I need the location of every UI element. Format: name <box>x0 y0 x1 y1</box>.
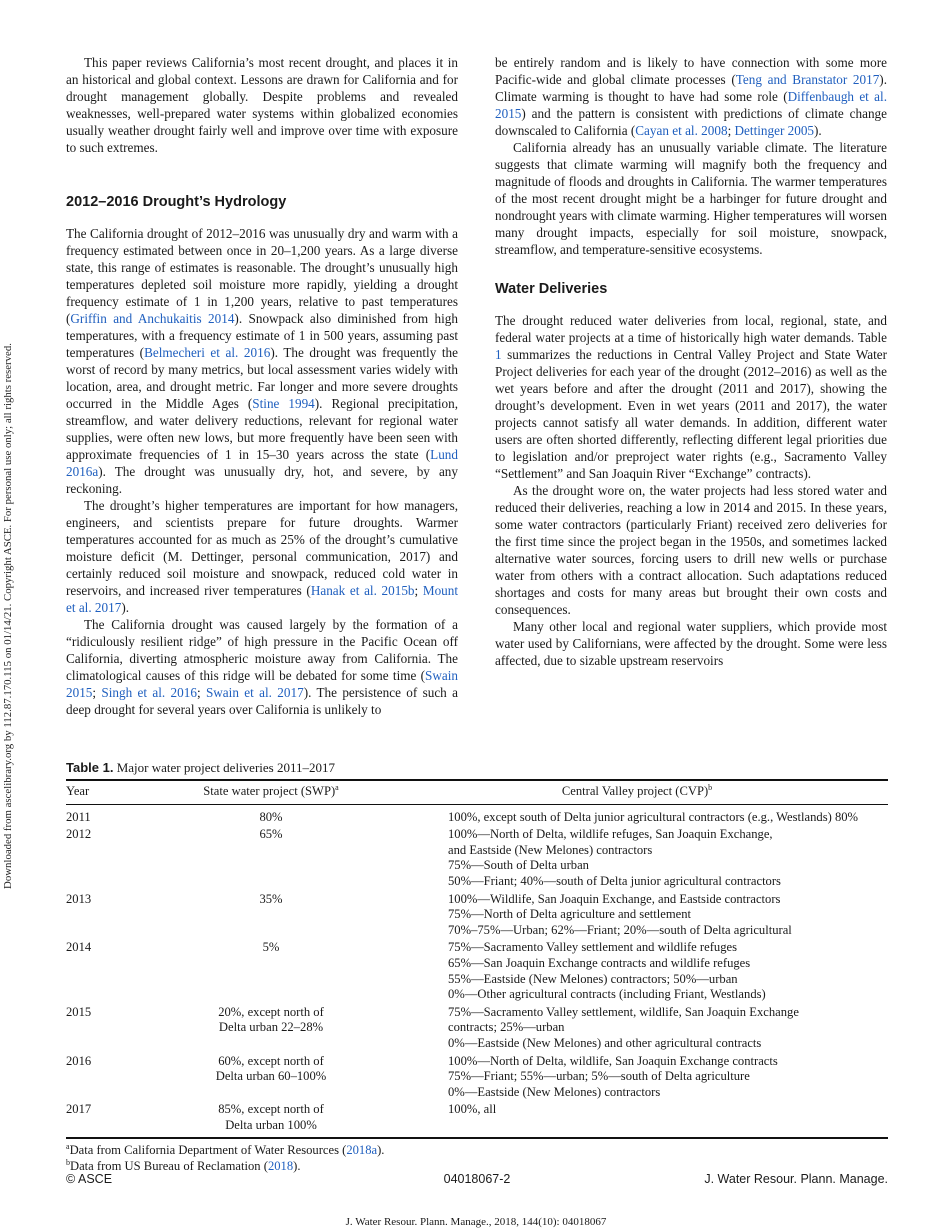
footnote-text: ). <box>293 1159 301 1174</box>
cell-year: 2015 <box>66 1004 92 1019</box>
cell-line: 75%—North of Delta agriculture and settlement <box>448 907 692 922</box>
header-swp-label: State water project (SWP) <box>203 784 336 798</box>
cell-line: 70%–75%—Urban; 62%—Friant; 20%—south of Delta agricultural <box>448 922 792 937</box>
footer-copyright: © ASCE <box>66 1172 113 1186</box>
cell-year: 2014 <box>66 940 92 955</box>
footnote-mark: a <box>335 782 339 792</box>
cell-line: 65%—San Joaquin Exchange contracts and wildlife refuges <box>448 955 751 970</box>
cell-line: 0%—Eastside (New Melones) contractors <box>448 1084 661 1099</box>
cell-line: 100%—North of Delta, wildlife, San Joaquin Exchange contracts <box>448 1053 778 1068</box>
cell-swp <box>156 892 386 941</box>
text-span: ) and the pattern is consistent with predictions of climate change downscaled to California ( <box>495 106 887 138</box>
cell-line: 20%, except north of <box>218 1004 324 1019</box>
hydrology-paragraph-3 <box>66 616 458 718</box>
text-span: ). The drought was frequently the worst of record by many metrics, but local assessment varies widely with location, area, and drought metric. Far longer and more severe droughts occurred in the Middle Ages ( <box>66 345 458 411</box>
cell-line: 35% <box>259 891 283 906</box>
cell-line: 0%—Eastside (New Melones) and other agricultural contracts <box>448 1035 762 1050</box>
cell-cvp <box>386 827 888 891</box>
text-span: The California drought was caused largely by the formation of a “ridiculously resilient ridge” of high pressure in the Pacific Ocean off California, diverting atmospheric moisture away from California. The climatological causes of this ridge will be debated for some time ( <box>66 617 458 683</box>
text-span: ). The drought was unusually dry, hot, and severe, by any reckoning. <box>66 464 458 496</box>
hydrology-paragraph-2 <box>66 497 458 616</box>
cell-year: 2011 <box>66 809 91 824</box>
table-row <box>66 940 888 1004</box>
cell-line: 55%—Eastside (New Melones) contractors; 50%—urban <box>448 971 738 986</box>
cell-line: 50%—Friant; 40%—south of Delta junior agricultural contractors <box>448 873 781 888</box>
cell-line: and Eastside (New Melones) contractors <box>448 842 653 857</box>
cell-line: Delta urban 60–100% <box>215 1069 327 1084</box>
footnote-mark: b <box>708 782 713 792</box>
deliveries-table <box>66 779 888 1139</box>
citation-link[interactable]: 2018a <box>346 1143 378 1158</box>
cell-cvp <box>386 1054 888 1103</box>
cell-swp <box>156 1054 386 1103</box>
climate-paragraph-2: California already has an unusually variable climate. The literature suggests that climate warming will magnify both the frequency and magnitude of floods and droughts in California. The warmer temperatures of the most recent drought might be a harbinger for future drought and nondrought years with climate warming. Higher temperatures will worsen many drought impacts, especially for soil moisture, snowpack, streamflow, and temperature-sensitive ecosystems. <box>495 140 887 257</box>
download-notice <box>0 0 16 1232</box>
text-span: ; <box>92 685 102 700</box>
citation-link[interactable]: Teng and Branstator 2017 <box>735 72 880 87</box>
right-column <box>495 54 887 669</box>
cell-swp <box>156 1102 386 1138</box>
text-span: ). <box>121 600 130 615</box>
cell-line: 80% <box>259 809 283 824</box>
citation-link[interactable]: Stine 1994 <box>252 396 315 411</box>
citation-link[interactable]: 2018 <box>267 1159 294 1174</box>
citation-link[interactable]: Hanak et al. 2015b <box>310 583 415 598</box>
table-row <box>66 1054 888 1103</box>
text-span: ). The persistence of such a deep drought for several years over California is unlikely to <box>66 685 458 717</box>
climate-paragraph-1 <box>495 54 887 139</box>
download-notice-text: Downloaded from ascelibrary.org by 112.87.170.115 on 01/14/21. Copyright ASCE. For personal use only; all rights reserved. <box>2 343 14 889</box>
citation-link[interactable]: Griffin and Anchukaitis 2014 <box>70 311 235 326</box>
table-label: Table 1. <box>66 760 114 775</box>
cell-swp <box>156 827 386 891</box>
cell-line: 65% <box>259 827 283 842</box>
citation-line: J. Water Resour. Plann. Manage., 2018, 144(10): 04018067 <box>345 1216 607 1228</box>
citation-link[interactable]: Mount et al. 2017 <box>66 583 459 615</box>
table-1 <box>66 760 888 1174</box>
text-span: be entirely random and is likely to have connection with some more Pacific-wide and global climate processes ( <box>495 55 887 87</box>
table-body <box>66 804 888 1138</box>
header-swp <box>156 780 386 804</box>
table-row <box>66 804 888 827</box>
cell-year: 2016 <box>66 1053 92 1068</box>
cell-swp <box>156 940 386 1004</box>
deliveries-paragraph-1 <box>495 312 887 482</box>
hydrology-paragraph-1 <box>66 225 458 497</box>
cell-line: 75%—Sacramento Valley settlement, wildlife, San Joaquin Exchange <box>448 1004 799 1019</box>
text-span: ; <box>196 685 206 700</box>
cell-line: 85%, except north of <box>218 1102 324 1117</box>
table-caption-text: Major water project deliveries 2011–2017 <box>113 760 335 775</box>
citation-link[interactable]: Swain et al. 2017 <box>205 685 304 700</box>
footer-page-number: 04018067-2 <box>443 1172 511 1186</box>
table-reference-link[interactable]: 1 <box>495 347 502 362</box>
table-footnotes <box>66 1142 888 1174</box>
cell-line: 0%—Other agricultural contracts (including Friant, Westlands) <box>448 987 766 1002</box>
header-year: Year <box>66 780 156 804</box>
footnote-text: ). <box>377 1143 385 1158</box>
cell-line: 5% <box>262 940 280 955</box>
cell-line: 100%, all <box>448 1102 497 1117</box>
table-row <box>66 827 888 891</box>
text-span: ). Regional precipitation, streamflow, and water delivery reductions, relevant for regional water supplies, were often new lows, but more frequently have been seen with approximate frequencies of 1 in 15–30 years across the state ( <box>66 396 459 462</box>
text-span: The drought’s higher temperatures are important for how managers, engineers, and scientists prepare for future droughts. Warmer temperatures accounted for as much as 25% of the drought’s cumulative moisture deficit (M. Dettinger, personal communication, 2017) and certainly reduced soil moisture and snowpack, reduced cold water in reservoirs, and increased river temperatures ( <box>66 498 458 598</box>
table-row <box>66 1005 888 1054</box>
citation-link[interactable]: Cayan et al. 2008 <box>635 123 728 138</box>
intro-paragraph: This paper reviews California’s most recent drought, and places it in an historical and global context. Lessons are drawn for California and for drought management globally. Despite problems and revealed weaknesses, well-prepared water systems within globalized economies usually weather drought fairly well and improve over time with exposure to such extremes. <box>66 55 458 155</box>
cell-cvp <box>386 892 888 941</box>
citation-link[interactable]: Lund 2016a <box>66 447 458 479</box>
header-cvp <box>386 780 888 804</box>
cell-line: 60%, except north of <box>218 1053 324 1068</box>
table-caption <box>66 760 888 776</box>
cell-cvp <box>386 1102 888 1138</box>
cell-line: 100%—Wildlife, San Joaquin Exchange, and Eastside contractors <box>448 891 781 906</box>
text-span: The drought reduced water deliveries from local, regional, state, and federal water projects at a time of historically high water demands. Table <box>495 313 887 345</box>
cell-line: 75%—Friant; 55%—urban; 5%—south of Delta agriculture <box>448 1069 750 1084</box>
cell-line: contracts; 25%—urban <box>448 1020 565 1035</box>
deliveries-paragraph-2: As the drought wore on, the water projects had less stored water and reduced their deliveries, reaching a low in 2014 and 2015. In these years, some water contractors (particularly Friant) received zero deliveries for the first time since the project began in the 1950s, and sometimes lacked alternative water sources, forcing users to drill new wells or purchase water from others with a contract allocation. Such adaptations reduced shortages and costs for many areas but brought their own costs and consequences. <box>495 483 887 617</box>
section-heading-hydrology: 2012–2016 Drought’s Hydrology <box>66 194 287 210</box>
cell-line: 100%—North of Delta, wildlife refuges, San Joaquin Exchange, <box>448 827 773 842</box>
cell-line: 75%—Sacramento Valley settlement and wildlife refuges <box>448 940 737 955</box>
table-header-row <box>66 780 888 804</box>
cell-cvp <box>386 940 888 1004</box>
footnote-text: Data from US Bureau of Reclamation ( <box>70 1159 268 1174</box>
text-span: The California drought of 2012–2016 was unusually dry and warm with a frequency estimated between once in 20–1,200 years. As a large diverse state, this range of estimates is reasonable. The drought’s unusually high temperatures depleted soil moisture more rapidly, yielding a drought frequency estimate of 1 in 1,200 years, relative to past temperatures ( <box>66 226 458 326</box>
footnote-mark: a <box>66 1142 70 1152</box>
table-row <box>66 1102 888 1138</box>
deliveries-paragraph-3: Many other local and regional water suppliers, which provide most water used by Californians, were affected by the drought. Some were less affected, due to sizable upstream reservoirs <box>495 619 887 668</box>
citation-link[interactable]: Belmecheri et al. 2016 <box>144 345 271 360</box>
cell-line: Delta urban 100% <box>225 1117 317 1132</box>
text-span: ). Climate warming is thought to have had some role ( <box>495 72 887 104</box>
cell-swp <box>156 804 386 827</box>
table-row <box>66 892 888 941</box>
cell-cvp <box>386 804 888 827</box>
citation-link[interactable]: Dettinger 2005 <box>734 123 815 138</box>
cell-line: 100%, except south of Delta junior agricultural contractors (e.g., Westlands) 80% <box>448 809 859 824</box>
citation-link[interactable]: Singh et al. 2016 <box>101 685 197 700</box>
footnote-mark: b <box>66 1158 70 1168</box>
section-heading-water-deliveries: Water Deliveries <box>495 281 608 297</box>
citation-link[interactable]: Diffenbaugh et al. 2015 <box>495 89 887 121</box>
cell-year: 2012 <box>66 827 92 842</box>
footer-journal: J. Water Resour. Plann. Manage. <box>704 1172 888 1186</box>
cell-line: Delta urban 22–28% <box>218 1020 324 1035</box>
header-cvp-label: Central Valley project (CVP) <box>561 784 709 798</box>
cell-cvp <box>386 1005 888 1054</box>
text-span: ; <box>414 583 423 598</box>
cell-year: 2013 <box>66 891 92 906</box>
footnote-text: Data from California Department of Water Resources ( <box>69 1143 347 1158</box>
cell-year: 2017 <box>66 1102 156 1138</box>
left-column <box>66 54 458 718</box>
text-span: ). Snowpack also diminished from high temperatures, with a frequency estimate of 1 in 500 years, assuming past temperatures ( <box>66 311 458 360</box>
text-span: summarizes the reductions in Central Valley Project and State Water Project deliveries for each year of the drought (2012–2016) as well as the wet years before and after the drought (2011 and 2017), showing the drought’s development. Even in wet years (2011 and 2017), the water projects cannot satisfy all water demands. In addition, different water users are often shorted differently, reflecting different legal priorities due to legislation and/or preproject water rights (e.g., Sacramento Valley “Settlement” and San Joaquin River “Exchange” contracts). <box>495 347 887 481</box>
text-span: ; <box>727 123 735 138</box>
cell-line: 75%—South of Delta urban <box>448 858 589 873</box>
cell-swp <box>156 1005 386 1054</box>
footnote-a <box>66 1142 888 1158</box>
text-span: ). <box>814 123 822 138</box>
citation-link[interactable]: Swain 2015 <box>66 668 458 700</box>
